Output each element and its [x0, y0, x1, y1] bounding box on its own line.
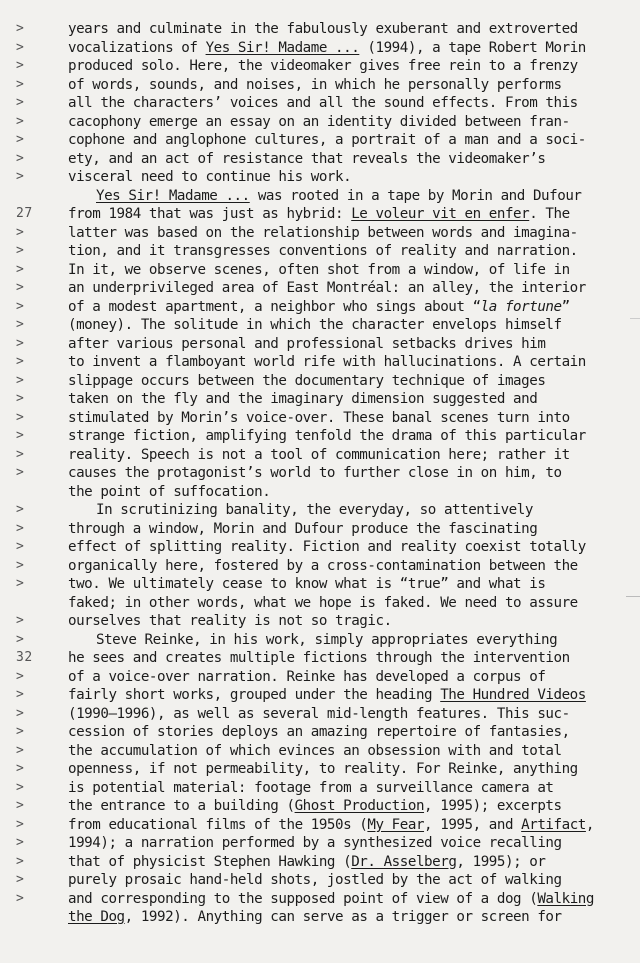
text-run: fairly short works, grouped under the heading: [68, 687, 441, 703]
text-run: the accumulation of which evinces an obsession with and total: [68, 742, 562, 759]
margin-marker: >: [16, 39, 24, 55]
body-text: [68, 20, 623, 927]
margin-marker: >: [16, 132, 24, 147]
text-run: purely prosaic hand-held shots, jostled by the act of walking: [68, 872, 562, 888]
text-run: cophone and anglophone cultures, a portrait of a man and a soci-: [68, 132, 586, 148]
text-line: [68, 538, 623, 557]
margin-marker: >: [16, 742, 24, 758]
margin-marker: >: [16, 446, 24, 462]
text-line: [68, 57, 623, 76]
work-title: Ghost Production: [294, 798, 425, 814]
text-run: of words, sounds, and noises, in which he personally performs: [68, 76, 562, 93]
text-run: (money). The solitude in which the character envelops himself: [68, 317, 562, 333]
margin-marker: >: [16, 872, 24, 887]
text-run: Steve Reinke, in his work, simply appropriates everything: [96, 631, 558, 648]
text-run: and corresponding to the supposed point of view of a dog (: [68, 890, 538, 907]
text-run: strange fiction, amplifying tenfold the drama of this particular: [68, 428, 586, 444]
text-line: [68, 242, 623, 261]
text-run: latter was based on the relationship between words and imagina-: [68, 224, 578, 241]
margin-marker: >: [16, 391, 24, 406]
margin-marker: >: [16, 853, 24, 869]
text-line: [68, 316, 623, 335]
text-run: the entrance to a building (: [68, 798, 295, 814]
work-title: Yes Sir! Madame ...: [205, 39, 360, 56]
text-line: [68, 649, 623, 668]
work-title: The Hundred Videos: [440, 687, 586, 703]
margin-marker: >: [16, 761, 24, 776]
italic-phrase: la fortune: [480, 298, 562, 315]
text-run: causes the protagonist’s world to further close in on him, to: [68, 465, 562, 481]
text-run: faked; in other words, what we hope is faked. We need to assure: [68, 594, 578, 611]
text-run: taken on the fly and the imaginary dimension suggested and: [68, 391, 538, 407]
text-line: [68, 427, 623, 446]
text-line: [68, 464, 623, 483]
text-run: through a window, Morin and Dufour produce the fascinating: [68, 520, 538, 537]
text-line: [68, 890, 623, 909]
text-line: [68, 742, 623, 761]
text-line: [68, 168, 623, 187]
text-line: [68, 131, 623, 150]
text-line: [68, 612, 623, 631]
text-run: of a voice-over narration. Reinke has developed a corpus of: [68, 668, 546, 685]
margin-marker: >: [16, 631, 24, 647]
margin-marker: >: [16, 539, 24, 554]
text-run: ourselves that reality is not so tragic.: [68, 613, 392, 629]
margin-marker: >: [16, 668, 24, 684]
margin-marker: >: [16, 335, 24, 351]
text-run: the point of suffocation.: [68, 483, 271, 500]
work-title: Artifact: [521, 816, 586, 833]
text-run: . The: [529, 206, 570, 222]
text-run: an underprivileged area of East Montréal: an alley, the interior: [68, 280, 586, 296]
text-line: [68, 113, 623, 132]
text-run: to invent a flamboyant world rife with hallucinations. A certain: [68, 354, 586, 370]
text-run: is potential material: footage from a surveillance camera at: [68, 779, 554, 796]
text-run: In scrutinizing banality, the everyday, so attentively: [96, 502, 533, 518]
text-run: visceral need to continue his work.: [68, 169, 352, 185]
margin-marker: >: [16, 835, 24, 850]
work-title: My Fear: [367, 816, 425, 833]
work-title: Walking: [537, 890, 594, 907]
margin-marker: >: [16, 113, 24, 129]
line-number: 27: [16, 206, 33, 221]
text-run: , 1995); or: [456, 853, 546, 870]
margin-marker: >: [16, 354, 24, 369]
text-run: two. We ultimately cease to know what is “true” and what is: [68, 576, 546, 592]
text-line: [68, 853, 623, 872]
margin-marker: >: [16, 224, 24, 240]
text-line: [68, 205, 623, 224]
text-line: [68, 187, 623, 206]
margin-marker: >: [16, 520, 24, 536]
text-line: [68, 76, 623, 95]
text-line: [68, 668, 623, 687]
work-title: the Dog: [68, 909, 125, 925]
text-run: after various personal and professional setbacks drives him: [68, 335, 546, 352]
text-line: [68, 520, 623, 539]
text-run: , 1992). Anything can serve as a trigger or screen for: [124, 909, 562, 925]
text-run: from educational films of the 1950s (: [68, 816, 368, 833]
text-line: [68, 834, 623, 853]
text-run: openness, if not permeability, to reality. For Reinke, anything: [68, 761, 578, 777]
margin-marker: >: [16, 298, 24, 314]
text-line: [68, 631, 623, 650]
text-run: ,: [585, 816, 594, 833]
text-run: (1994), a tape Robert Morin: [359, 39, 586, 56]
text-line: [68, 797, 623, 816]
margin-marker: >: [16, 465, 24, 480]
margin-marker: >: [16, 261, 24, 277]
margin-marker: >: [16, 816, 24, 832]
text-line: [68, 39, 623, 58]
margin-marker: >: [16, 95, 24, 110]
text-line: [68, 353, 623, 372]
text-run: cession of stories deploys an amazing repertoire of fantasies,: [68, 724, 570, 740]
margin-marker: >: [16, 502, 24, 517]
margin-marker: >: [16, 317, 24, 332]
margin-marker: >: [16, 613, 24, 628]
text-run: cacophony emerge an essay on an identity divided between fran-: [68, 113, 570, 130]
edge-mark: [626, 596, 640, 597]
text-line: [68, 816, 623, 835]
work-title: Le voleur vit en enfer: [351, 206, 530, 222]
margin-marker: >: [16, 798, 24, 813]
margin-marker: >: [16, 150, 24, 166]
text-line: [68, 594, 623, 613]
text-line: [68, 501, 623, 520]
margin-marker: >: [16, 557, 24, 573]
text-run: tion, and it transgresses conventions of reality and narration.: [68, 243, 578, 259]
margin-marker: [16, 187, 56, 206]
text-run: reality. Speech is not a tool of communication here; rather it: [68, 446, 570, 463]
text-run: stimulated by Morin’s voice-over. These banal scenes turn into: [68, 409, 570, 426]
margin-marker: >: [16, 705, 24, 721]
text-line: [68, 908, 623, 927]
text-line: [68, 261, 623, 280]
text-run: all the characters’ voices and all the sound effects. From this: [68, 95, 578, 111]
text-line: [68, 723, 623, 742]
text-run: of a modest apartment, a neighbor who sings about “: [68, 298, 481, 315]
text-run: produced solo. Here, the videomaker gives free rein to a frenzy: [68, 58, 578, 74]
text-line: [68, 372, 623, 391]
text-run: , 1995, and: [424, 816, 522, 833]
margin-marker: >: [16, 21, 24, 36]
text-run: 1994); a narration performed by a synthesized voice recalling: [68, 835, 562, 851]
margin-marker: >: [16, 576, 24, 591]
margin-marker: >: [16, 409, 24, 425]
text-line: [68, 779, 623, 798]
text-run: that of physicist Stephen Hawking (: [68, 853, 352, 870]
margin-marker: >: [16, 890, 24, 906]
text-run: , 1995); excerpts: [424, 798, 562, 814]
margin-marker: >: [16, 372, 24, 388]
text-run: ”: [561, 298, 570, 315]
margin-line-markers: [16, 20, 56, 908]
text-line: [68, 390, 623, 409]
text-line: [68, 686, 623, 705]
text-line: [68, 446, 623, 465]
text-run: from 1984 that was just as hybrid:: [68, 206, 352, 222]
margin-marker: >: [16, 280, 24, 295]
text-line: [68, 224, 623, 243]
text-line: [68, 575, 623, 594]
text-line: [68, 409, 623, 428]
text-run: organically here, fostered by a cross-contamination between the: [68, 557, 578, 574]
text-run: In it, we observe scenes, often shot from a window, of life in: [68, 261, 570, 278]
text-line: [68, 335, 623, 354]
margin-marker: >: [16, 76, 24, 92]
margin-marker: >: [16, 779, 24, 795]
text-line: [68, 705, 623, 724]
margin-marker: >: [16, 243, 24, 258]
text-line: [68, 20, 623, 39]
margin-marker: [16, 483, 56, 502]
work-title: Dr. Asselberg: [351, 853, 457, 870]
margin-marker: >: [16, 58, 24, 73]
line-number: 32: [16, 650, 33, 665]
text-run: ety, and an act of resistance that reveals the videomaker’s: [68, 150, 546, 167]
text-line: [68, 279, 623, 298]
text-line: [68, 150, 623, 169]
work-title: Yes Sir! Madame ...: [96, 187, 250, 204]
text-run: effect of splitting reality. Fiction and reality coexist totally: [68, 539, 586, 555]
margin-marker: >: [16, 687, 24, 702]
text-run: years and culminate in the fabulously exuberant and extroverted: [68, 21, 578, 37]
margin-marker: >: [16, 428, 24, 443]
text-line: [68, 94, 623, 113]
text-line: [68, 483, 623, 502]
text-run: slippage occurs between the documentary technique of images: [68, 372, 546, 389]
text-run: vocalizations of: [68, 39, 206, 56]
edge-mark: [630, 318, 640, 319]
margin-marker: >: [16, 724, 24, 739]
text-line: [68, 871, 623, 890]
text-line: [68, 760, 623, 779]
margin-marker: >: [16, 169, 24, 184]
text-run: (1990–1996), as well as several mid-length features. This suc-: [68, 705, 570, 722]
text-line: [68, 557, 623, 576]
text-run: he sees and creates multiple fictions through the intervention: [68, 650, 570, 666]
text-line: [68, 298, 623, 317]
text-run: was rooted in a tape by Morin and Dufour: [249, 187, 582, 204]
margin-marker: [16, 594, 56, 613]
